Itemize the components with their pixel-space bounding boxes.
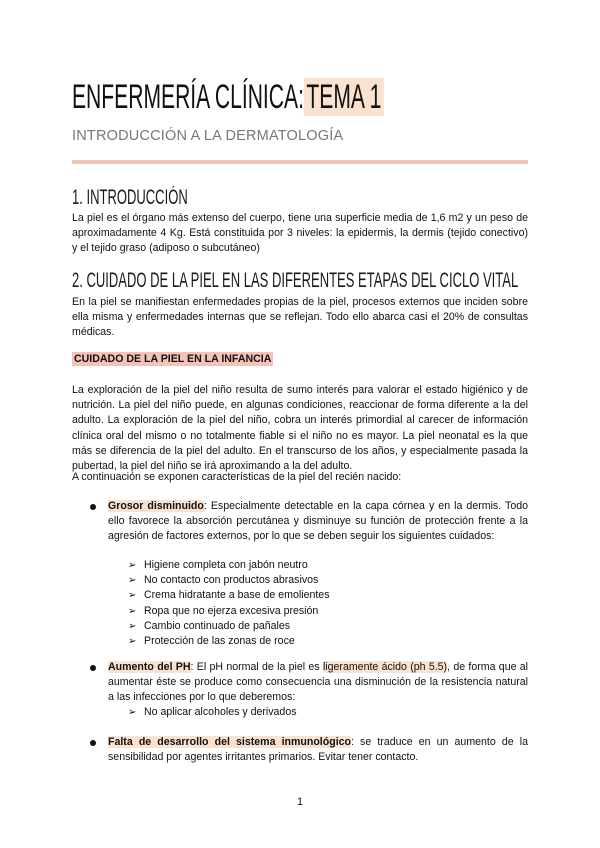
bullet-dot-icon: [90, 740, 96, 746]
section-2-heading: 2. CUIDADO DE LA PIEL EN LAS DIFERENTES ETAPAS DEL CICLO VITAL: [72, 269, 519, 292]
ph-care-list: [128, 705, 297, 720]
infancia-text: La exploración de la piel del niño resulta de sumo interés para valorar el estado higiénico y de nutrición. La piel del niño puede, en algunas condiciones, reaccionar de forma diferente a la del adulto. La exploración de la piel del niño, cobra un interés primordial al carecer de información clínica oral del mismo o no totalmente fiable si el niño no es mayor. La piel neonatal es la que más se diferencia de la piel del adulto. En el transcurso de los años, y especialmente pasada la pubertad, la piel del niño se irá aproximando a la del adulto.: [72, 384, 528, 473]
bullet-dot-icon: [90, 504, 96, 510]
bullet-grosor: [108, 499, 528, 545]
grosor-care-list: [128, 558, 330, 649]
bullet-term: Grosor disminuido: [108, 500, 204, 512]
document-subtitle: INTRODUCCIÓN A LA DERMATOLOGÍA: [72, 128, 344, 144]
infancia-text-2: A continuación se exponen características de la piel del recién nacido:: [72, 471, 402, 483]
bullet-dot-icon: [90, 665, 96, 671]
bullet-text: : El pH normal de la piel es: [190, 661, 323, 673]
page-number: 1: [296, 796, 304, 808]
title-main: ENFERMERÍA CLÍNICA:: [72, 78, 304, 116]
title-divider: [72, 160, 528, 164]
section-1-text: La piel es el órgano más extenso del cuerpo, tiene una superficie media de 1,6 m2 y un peso de aproximadamente 4 Kg. Está constituida por 3 niveles: la epidermis, la dermis (tejido conectivo) y el tejido graso (adiposo o subcutáneo): [72, 212, 528, 255]
bullet-text-after: , de forma que al aumentar éste se produce como consecuencia una disminución de la resistencia natural a las infecciones por lo que deberemos:: [108, 661, 529, 704]
bullet-highlight: ligeramente ácido (ph 5.5): [322, 661, 448, 673]
section-1-heading: 1. INTRODUCCIÓN: [72, 186, 188, 209]
document-title: [72, 72, 575, 122]
title-highlight: TEMA 1: [304, 78, 384, 116]
list-item: ➢ Protección de las zonas de roce: [128, 634, 330, 649]
list-item: ➢ Higiene completa con jabón neutro: [128, 558, 330, 573]
list-item: ➢ Crema hidratante a base de emolientes: [128, 588, 330, 603]
section-2-text: En la piel se manifiestan enfermedades propias de la piel, procesos externos que inciden sobre ella misma y enfermedades internas que se reflejan. Todo ello abarca casi el 20% de consultas médicas.: [72, 296, 528, 339]
bullet-term: Aumento del PH: [108, 661, 191, 673]
bullet-term: Falta de desarrollo del sistema inmunológico: [108, 736, 352, 748]
list-item: ➢ Cambio continuado de pañales: [128, 619, 330, 634]
list-item: ➢ Ropa que no ejerza excesiva presión: [128, 604, 330, 619]
list-item: ➢ No contacto con productos abrasivos: [128, 573, 330, 588]
bullet-text: : Especialmente detectable en la capa córnea y en la dermis. Todo ello favorece la absorción percutánea y disminuye su función de protección frente a la agresión de factores externos, por lo que se deben seguir los siguientes cuidados:: [108, 500, 528, 543]
infancia-heading: CUIDADO DE LA PIEL EN LA INFANCIA: [74, 353, 272, 365]
list-item: ➢ No aplicar alcoholes y derivados: [128, 705, 297, 720]
bullet-ph: [108, 660, 528, 706]
bullet-inmunologico: [108, 735, 528, 765]
bullet-text: : se traduce en un aumento de la sensibilidad por agentes irritantes primarios. Evitar tener contacto.: [108, 736, 528, 764]
